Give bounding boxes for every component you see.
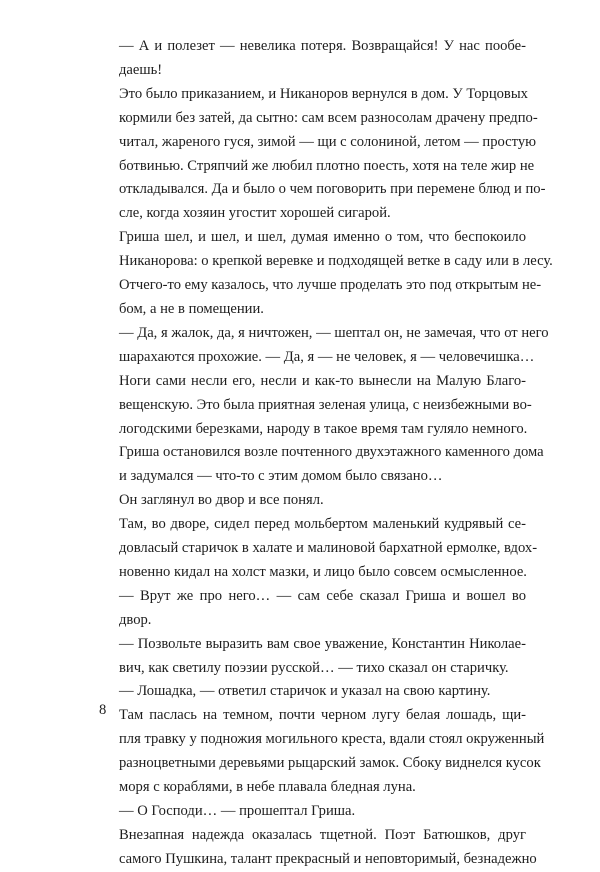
text-line: Никанорова: о крепкой веревке и подходящей ветке в саду или в лесу. — [119, 253, 553, 270]
text-line: — Лошадка, — ответил старичок и указал на свою картину. — [119, 683, 491, 700]
paragraph — [96, 83, 546, 226]
text-line: шарахаются прохожие. — Да, я — не человек, я — человечишка… — [119, 348, 535, 365]
text-line: довласый старичок в халате и малиновой бархатной ермолке, вдох- — [119, 540, 538, 557]
text-line: — Врут же про него… — сам себе сказал Гриша и вошел во — [119, 587, 526, 604]
text-line: Там паслась на темном, почти черном лугу белая лошадь, щи- — [119, 707, 526, 724]
page-number: 8 — [99, 702, 107, 718]
text-line: Ноги сами несли его, несли и как-то вынесли на Малую Благо- — [119, 372, 526, 389]
paragraph — [96, 489, 526, 513]
text-line: ботвинью. Стряпчий же любил плотно поесть, хотя на теле жир не — [119, 157, 535, 174]
text-line: разноцветными деревьями рыцарский замок. Сбоку виднелся кусок — [119, 755, 541, 772]
paragraph — [96, 824, 537, 872]
text-line: даешь! — [119, 61, 163, 78]
text-line: бом, а не в помещении. — [119, 300, 264, 317]
text-line: — О Господи… — прошептал Гриша. — [119, 803, 356, 819]
text-line: Отчего-то ему казалось, что лучше проделать это под открытым не- — [119, 277, 542, 294]
paragraph — [96, 704, 545, 800]
paragraph — [96, 633, 526, 681]
text-line: двор. — [119, 611, 152, 628]
body-text — [96, 35, 553, 872]
text-line: Он заглянул во двор и все понял. — [119, 492, 324, 509]
text-line: сле, когда хозяин угостит хорошей сигарой. — [119, 205, 391, 222]
text-line: — Да, я жалок, да, я ничтожен, — шептал он, не замечая, что от него — [119, 324, 549, 341]
text-line: пля травку у подножия могильного креста, вдали стоял окруженный — [119, 731, 545, 748]
text-line: Внезапная надежда оказалась тщетной. Поэт Батюшков, друг — [119, 826, 526, 843]
text-line: новенно кидал на холст мазки, и лицо было совсем осмысленное. — [119, 563, 527, 580]
text-line: Там, во дворе, сидел перед мольбертом маленький кудрявый се- — [119, 516, 526, 533]
text-line: откладывался. Да и было о чем поговорить при перемене блюд и по- — [119, 181, 546, 198]
text-line: Это было приказанием, и Никаноров вернулся в дом. У Торцовых — [119, 85, 528, 102]
text-line: кормили без затей, да сытно: сам всем разносолам драчену предпо- — [119, 109, 538, 126]
text-line: моря с кораблями, в небе плавала бледная луна. — [119, 779, 416, 796]
text-line: Гриша шел, и шел, и шел, думая именно о том, что беспокоило — [119, 229, 526, 246]
text-line: — Позвольте выразить вам свое уважение, Константин Николае- — [119, 635, 526, 652]
text-line: Гриша остановился возле почтенного двухэтажного каменного дома — [119, 444, 544, 461]
text-line: вещенскую. Это была приятная зеленая улица, с неизбежными во- — [119, 396, 532, 413]
paragraph — [96, 585, 526, 633]
text-line: — А и полезет — невелика потеря. Возвращайся! У нас пообе- — [119, 38, 526, 54]
paragraph — [96, 370, 544, 490]
paragraph — [96, 226, 553, 322]
text-line: самого Пушкина, талант прекрасный и неповторимый, безнадежно — [119, 850, 537, 867]
text-line: логодскими березками, народу в такое время там гуляло немного. — [119, 420, 528, 437]
paragraph — [96, 800, 526, 824]
paragraph — [96, 322, 549, 370]
text-line: и задумался — что-то с этим домом было связано… — [119, 468, 443, 485]
text-line: вич, как светилу поэзии русской… — тихо сказал он старичку. — [119, 659, 509, 676]
text-line: читал, жареного гуся, зимой — щи с солониной, летом — простую — [119, 133, 537, 150]
paragraph — [96, 680, 526, 704]
paragraph — [96, 35, 526, 83]
paragraph — [96, 513, 538, 585]
